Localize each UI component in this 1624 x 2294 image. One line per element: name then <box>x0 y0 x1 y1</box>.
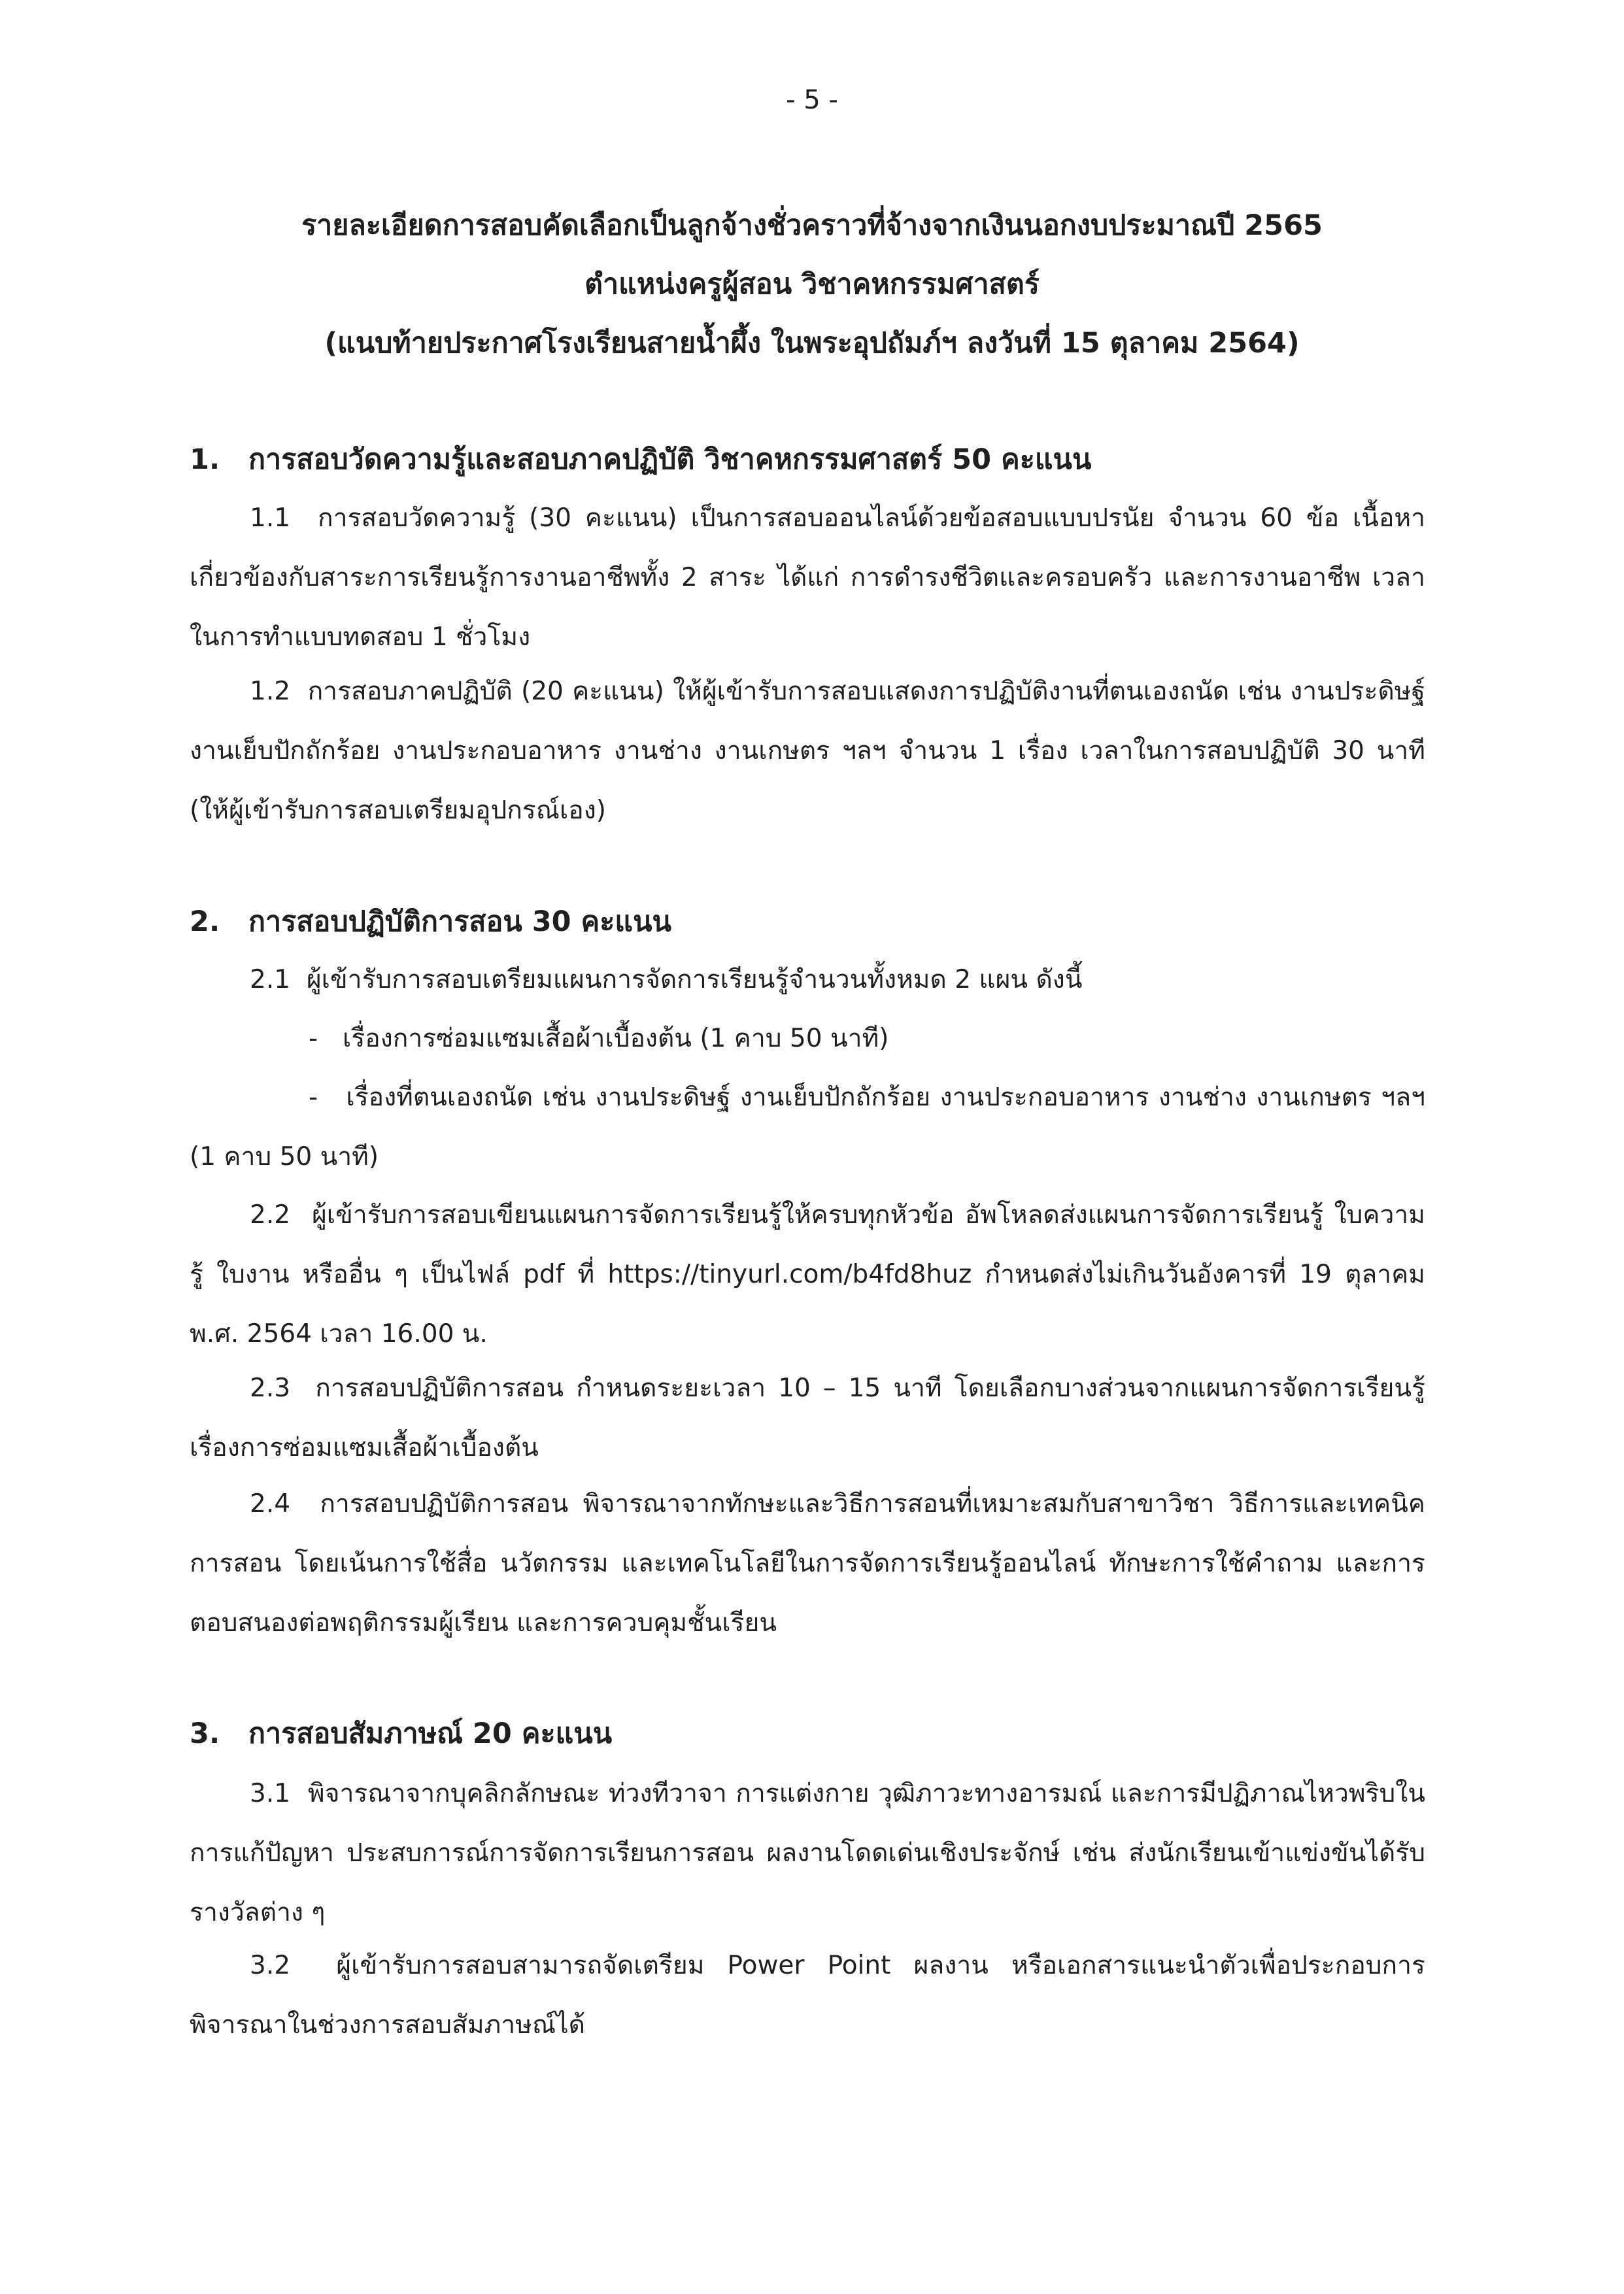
dash-item-2 <box>190 1068 1425 1187</box>
item-text: การสอบภาคปฏิบัติ (20 คะแนน) ให้ผู้เข้ารับการสอบแสดงการปฏิบัติงานที่ตนเองถนัด เช่น งานประดิษฐ์ งานเย็บปักถักร้อย งานประกอบอาหาร งานช่าง งานเกษตร ฯลฯ จำนวน 1 เรื่อง เวลาในการสอบปฏิบัติ 30 นาที (ให้ผู้เข้ารับการสอบเตรียมอุปกรณ์เอง) <box>190 677 1425 825</box>
item-number: 2.1 <box>250 965 291 994</box>
item-text: การสอบปฏิบัติการสอน กำหนดระยะเวลา 10 – 15 นาที โดยเลือกบางส่วนจากแผนการจัดการเรียนรู้ เรื่องการซ่อมแซมเสื้อผ้าเบื้องต้น <box>190 1374 1425 1462</box>
dash-marker: - <box>309 1083 318 1112</box>
paragraph-3-1 <box>190 1764 1425 1942</box>
section-3-heading <box>190 1711 612 1755</box>
item-text: ผู้เข้ารับการสอบเตรียมแผนการจัดการเรียนรู้จำนวนทั้งหมด 2 แผน ดังนี้ <box>306 965 1083 994</box>
item-number: 1.1 <box>250 503 291 533</box>
item-number: 3.2 <box>250 1951 291 1980</box>
document-title-line-3: (แนบท้ายประกาศโรงเรียนสายน้ำผึ้ง ในพระอุปถัมภ์ฯ ลงวันที่ 15 ตุลาคม 2564) <box>324 327 1300 360</box>
item-number: 3.1 <box>250 1779 291 1808</box>
item-number: 1.2 <box>250 677 291 706</box>
item-text: พิจารณาจากบุคลิกลักษณะ ท่วงทีวาจา การแต่งกาย วุฒิภาวะทางอารมณ์ และการมีปฏิภาณไหวพริบในการแก้ปัญหา ประสบการณ์การจัดการเรียนการสอน ผลงานโดดเด่นเชิงประจักษ์ เช่น ส่งนักเรียนเข้าแข่งขันได้รับรางวัลต่าง ๆ <box>190 1779 1425 1927</box>
paragraph-2-1 <box>190 950 1425 1009</box>
section-title: การสอบปฏิบัติการสอน 30 คะแนน <box>248 905 671 938</box>
section-title: การสอบสัมภาษณ์ 20 คะแนน <box>248 1717 613 1750</box>
paragraph-2-4 <box>190 1474 1425 1653</box>
document-title-line-1: รายละเอียดการสอบคัดเลือกเป็นลูกจ้างชั่วคราวที่จ้างจากเงินนอกงบประมาณปี 2565 <box>301 209 1323 242</box>
dash-item-text: เรื่องการซ่อมแซมเสื้อผ้าเบื้องต้น (1 คาบ 50 นาที) <box>343 1024 889 1053</box>
document-title-line-2: ตำแหน่งครูผู้สอน วิชาคหกรรมศาสตร์ <box>584 268 1040 301</box>
paragraph-3-2 <box>190 1936 1425 2055</box>
section-title: การสอบวัดความรู้และสอบภาคปฏิบัติ วิชาคหกรรมศาสตร์ 50 คะแนน <box>248 443 1092 476</box>
dash-item-text: เรื่องที่ตนเองถนัด เช่น งานประดิษฐ์ งานเย็บปักถักร้อย งานประกอบอาหาร งานช่าง งานเกษตร ฯลฯ (1 คาบ 50 นาที) <box>190 1083 1425 1172</box>
item-number: 2.2 <box>250 1200 291 1230</box>
item-number: 2.3 <box>250 1374 291 1403</box>
section-number: 1. <box>190 443 220 476</box>
item-text: การสอบปฏิบัติการสอน พิจารณาจากทักษะและวิธีการสอนที่เหมาะสมกับสาขาวิชา วิธีการและเทคนิคการสอน โดยเน้นการใช้สื่อ นวัตกรรม และเทคโนโลยีในการจัดการเรียนรู้ออนไลน์ ทักษะการใช้คำถาม และการตอบสนองต่อพฤติกรรมผู้เรียน และการควบคุมชั้นเรียน <box>190 1489 1425 1638</box>
page-number: - 5 - <box>786 85 838 115</box>
section-number: 3. <box>190 1717 220 1750</box>
paragraph-2-2 <box>190 1185 1425 1364</box>
item-text: ผู้เข้ารับการสอบสามารถจัดเตรียม Power Point ผลงาน หรือเอกสารแนะนำตัวเพื่อประกอบการพิจารณาในช่วงการสอบสัมภาษณ์ได้ <box>190 1951 1426 2040</box>
section-number: 2. <box>190 905 220 938</box>
paragraph-1-2 <box>190 662 1425 840</box>
item-number: 2.4 <box>250 1489 291 1519</box>
item-text: การสอบวัดความรู้ (30 คะแนน) เป็นการสอบออนไลน์ด้วยข้อสอบแบบปรนัย จำนวน 60 ข้อ เนื้อหาเกี่ยวข้องกับสาระการเรียนรู้การงานอาชีพทั้ง 2 สาระ ได้แก่ การดำรงชีวิตและครอบครัว และการงานอาชีพ เวลาในการทำแบบทดสอบ 1 ชั่วโมง <box>190 503 1425 652</box>
dash-item-1 <box>309 1009 888 1068</box>
section-2-heading <box>190 899 671 943</box>
item-text: ผู้เข้ารับการสอบเขียนแผนการจัดการเรียนรู้ให้ครบทุกหัวข้อ อัพโหลดส่งแผนการจัดการเรียนรู้ ใบความรู้ ใบงาน หรืออื่น ๆ เป็นไฟล์ pdf ที่ https://tinyurl.com/b4fd8huz กำหนดส่งไม่เกินวันอังคารที่ 19 ตุลาคม พ.ศ. 2564 เวลา 16.00 น. <box>190 1200 1425 1349</box>
paragraph-1-1 <box>190 488 1425 667</box>
section-1-heading <box>190 437 1091 481</box>
paragraph-2-3 <box>190 1358 1425 1477</box>
dash-marker: - <box>309 1024 318 1053</box>
